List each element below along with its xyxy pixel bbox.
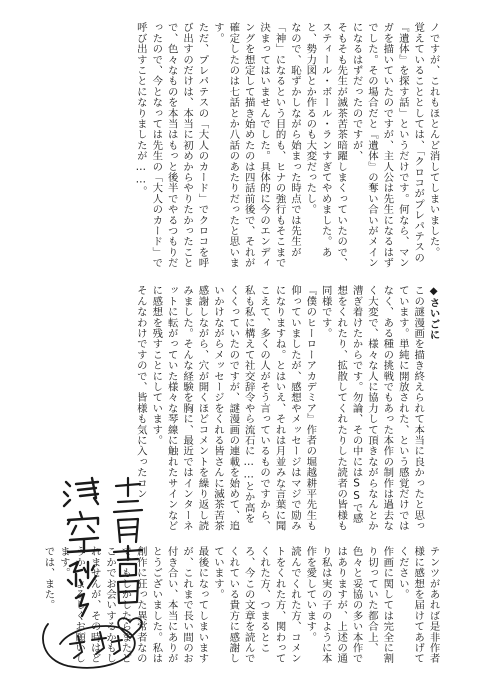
handwritten-signature	[8, 476, 178, 676]
top-text-block	[36, 22, 456, 270]
closing-text-block	[42, 546, 456, 671]
closing-body: テンツがあれば是非作者様に感想を届けてあげてください。 作画に関しては完全に割り切っていた都合上、色々と妥協の多い本作ではありますが、上述の通り私は実の子のように本作を愛しています。 読んでくれた方、コメントをくれた方、関わってくれた方、つまるところ、今この文章を読んでくれている貴方に感謝しています。 最後になってしまいますが、これまで長い間のお付き合い、本当にありがとうございました。私は創作に狂った異常者なので、もしかしたらまたどこかでお会いするかもしれませんが、その時はどうか、よろしくお願いします。 では、また。	[42, 546, 440, 664]
top-text-body: ノですが、これもほとんど消してしまいました。 覚えていることとしては、「クロコがプレパテスの『遺体』を探す話」というだけです。何なら、マンガを描いていたのですが、主人公は先生になるはずでした。その場合だと『遺体』の奪い合いがメインになるはずだったのですが、 そもそも先生が滅茶苦茶暗躍しまくっていたので、スティール・ボール・ランすぎてやめました。あと、勢力図とか作るのも大変だったし。 なので、恥ずかしながら始まった時点では先生が「神」になるという目的も、ヒナの強行もそこまで決まってはいませんでした。具体的に今のエンディングを想定して描き始めたのは四話前後で、それが確定したのは七話とか八話のあたりだったと思います。 ただ、プレパテスの「大人のカード」でクロコを呼び出すのだけは、本当に初めからやりたかったことで、色々なものを本当はもっと後半でやるつもりだったので、今となっては先生の「大人のカード」で呼び出すことになりましたが……。	[134, 22, 440, 269]
signature-drawing	[8, 476, 178, 676]
section-heading: ◆さいごに	[427, 285, 440, 341]
afterword-body: この謎漫画を描き終えられて本当に良かったと思っています。単純に開放された、という感覚だけではなく、ある種の挑戦でもあった本作の制作は過去なく大変で、様々な人に協力して頂きながらなんとか漕ぎ着けたからです。勿論、その中にはSSで感想をくれたり、拡散してくれたりした読者の皆様も同様です。 『僕のヒーローアカデミア』作者の堀越耕平先生も仰っていましたが、感想やメッセージはマジで励みになりますね。とはいえ、それは月並みな言葉に聞こえて、多くの人がそう言っているものですから、私も私に構えて社交辞令やら流石に……とか高をくくっていたのですが、謎漫画の連載を始めて、追いかけながらメッセージをくれる皆さんに滅茶苦茶感謝しながら、穴が開くほどコメントを繰り返し読みました。そんな経験を胸に、最近ではインターネットに転がっていた様々な琴線に触れたサインなどに感想を残すことにしています。 そんなわけですので、皆様も気に入ったコン	[134, 285, 425, 532]
